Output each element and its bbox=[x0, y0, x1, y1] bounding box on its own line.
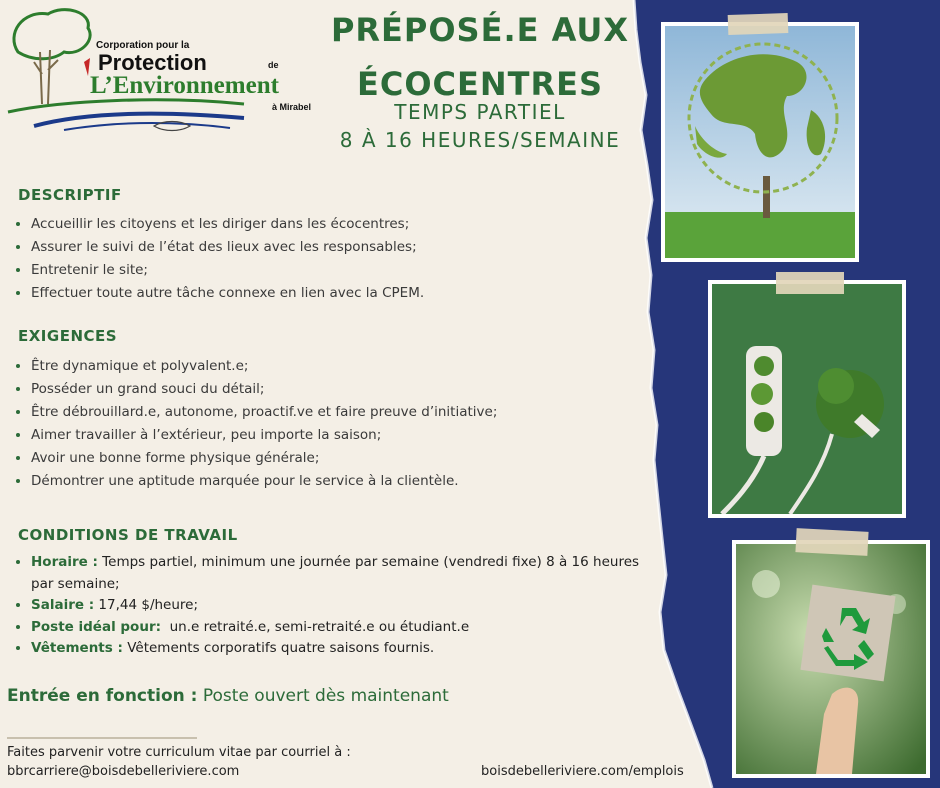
condition-vetements bbox=[31, 638, 651, 660]
list-item: • Accueillir les citoyens et les diriger dans les écocentres; bbox=[31, 213, 424, 236]
footer-email-link[interactable]: bbrcarriere@boisdebelleriviere.com bbox=[7, 764, 240, 779]
condition-label: Vêtements : bbox=[31, 640, 123, 656]
page-title bbox=[280, 3, 680, 111]
tape-decoration bbox=[728, 13, 789, 35]
exigences-heading: EXIGENCES bbox=[18, 327, 118, 345]
start-date-label: Entrée en fonction : bbox=[7, 686, 198, 706]
condition-label: Poste idéal pour: bbox=[31, 618, 162, 635]
conditions-list bbox=[14, 552, 651, 660]
list-item: • Entretenir le site; bbox=[31, 259, 424, 282]
photo-globe-tree bbox=[661, 22, 859, 262]
list-item: • Être dynamique et polyvalent.e; bbox=[31, 355, 497, 378]
condition-label: Horaire : bbox=[31, 554, 98, 570]
condition-horaire bbox=[31, 552, 651, 595]
power-plug-icon bbox=[712, 284, 902, 514]
tape-decoration bbox=[795, 528, 868, 556]
photo-green-plugs bbox=[708, 280, 906, 518]
footer-website-link[interactable]: boisdebelleriviere.com/emplois bbox=[481, 764, 684, 779]
title-line-2: ÉCOCENTRES bbox=[356, 65, 604, 103]
list-item: • Être débrouillard.e, autonome, proactif.ve et faire preuve d’initiative; bbox=[31, 401, 497, 424]
condition-text: un.e retraité.e, semi-retraité.e ou étudiant.e bbox=[161, 618, 470, 635]
divider bbox=[7, 737, 197, 739]
descriptif-list bbox=[14, 213, 424, 305]
condition-salaire bbox=[31, 595, 651, 617]
list-item: • Assurer le suivi de l’état des lieux avec les responsables; bbox=[31, 236, 424, 259]
list-item: • Démontrer une aptitude marquée pour le service à la clientèle. bbox=[31, 470, 497, 493]
logo-line-1: Corporation pour la bbox=[96, 40, 190, 51]
logo-line-4: à Mirabel bbox=[272, 102, 312, 112]
footer-instruction: Faites parvenir votre curriculum vitae par courriel à : bbox=[7, 745, 351, 760]
logo-line-3: L’Environnement bbox=[90, 72, 279, 99]
list-item: • Effectuer toute autre tâche connexe en lien avec la CPEM. bbox=[31, 282, 424, 305]
condition-poste bbox=[31, 617, 651, 639]
list-item: • Avoir une bonne forme physique générale; bbox=[31, 447, 497, 470]
logo-line-2-suffix: de bbox=[268, 60, 279, 70]
subtitle-line-1: TEMPS PARTIEL bbox=[394, 100, 566, 124]
start-date-text: Poste ouvert dès maintenant bbox=[197, 686, 449, 706]
condition-label: Salaire : bbox=[31, 597, 95, 613]
list-item: • Posséder un grand souci du détail; bbox=[31, 378, 497, 401]
condition-text: Temps partiel, minimum une journée par semaine (vendredi fixe) 8 à 16 heures par semaine; bbox=[31, 554, 640, 592]
conditions-heading: CONDITIONS DE TRAVAIL bbox=[18, 526, 238, 544]
logo-line-2: Protection bbox=[98, 50, 207, 75]
recycle-icon bbox=[736, 544, 926, 774]
footer-contact bbox=[7, 743, 351, 781]
condition-text: Vêtements corporatifs quatre saisons fournis. bbox=[122, 640, 435, 656]
title-line-1: PRÉPOSÉ.E AUX bbox=[330, 11, 630, 49]
list-item: • Aimer travailler à l’extérieur, peu importe la saison; bbox=[31, 424, 497, 447]
subtitle-line-2: 8 À 16 HEURES/SEMAINE bbox=[339, 128, 621, 152]
start-date bbox=[7, 686, 449, 706]
globe-tree-icon bbox=[665, 26, 855, 258]
descriptif-heading: DESCRIPTIF bbox=[18, 186, 122, 204]
tape-decoration bbox=[776, 272, 844, 294]
organization-logo bbox=[4, 4, 324, 144]
exigences-list bbox=[14, 355, 497, 493]
condition-text: 17,44 $/heure; bbox=[94, 597, 199, 613]
photo-recycle-sign bbox=[732, 540, 930, 778]
